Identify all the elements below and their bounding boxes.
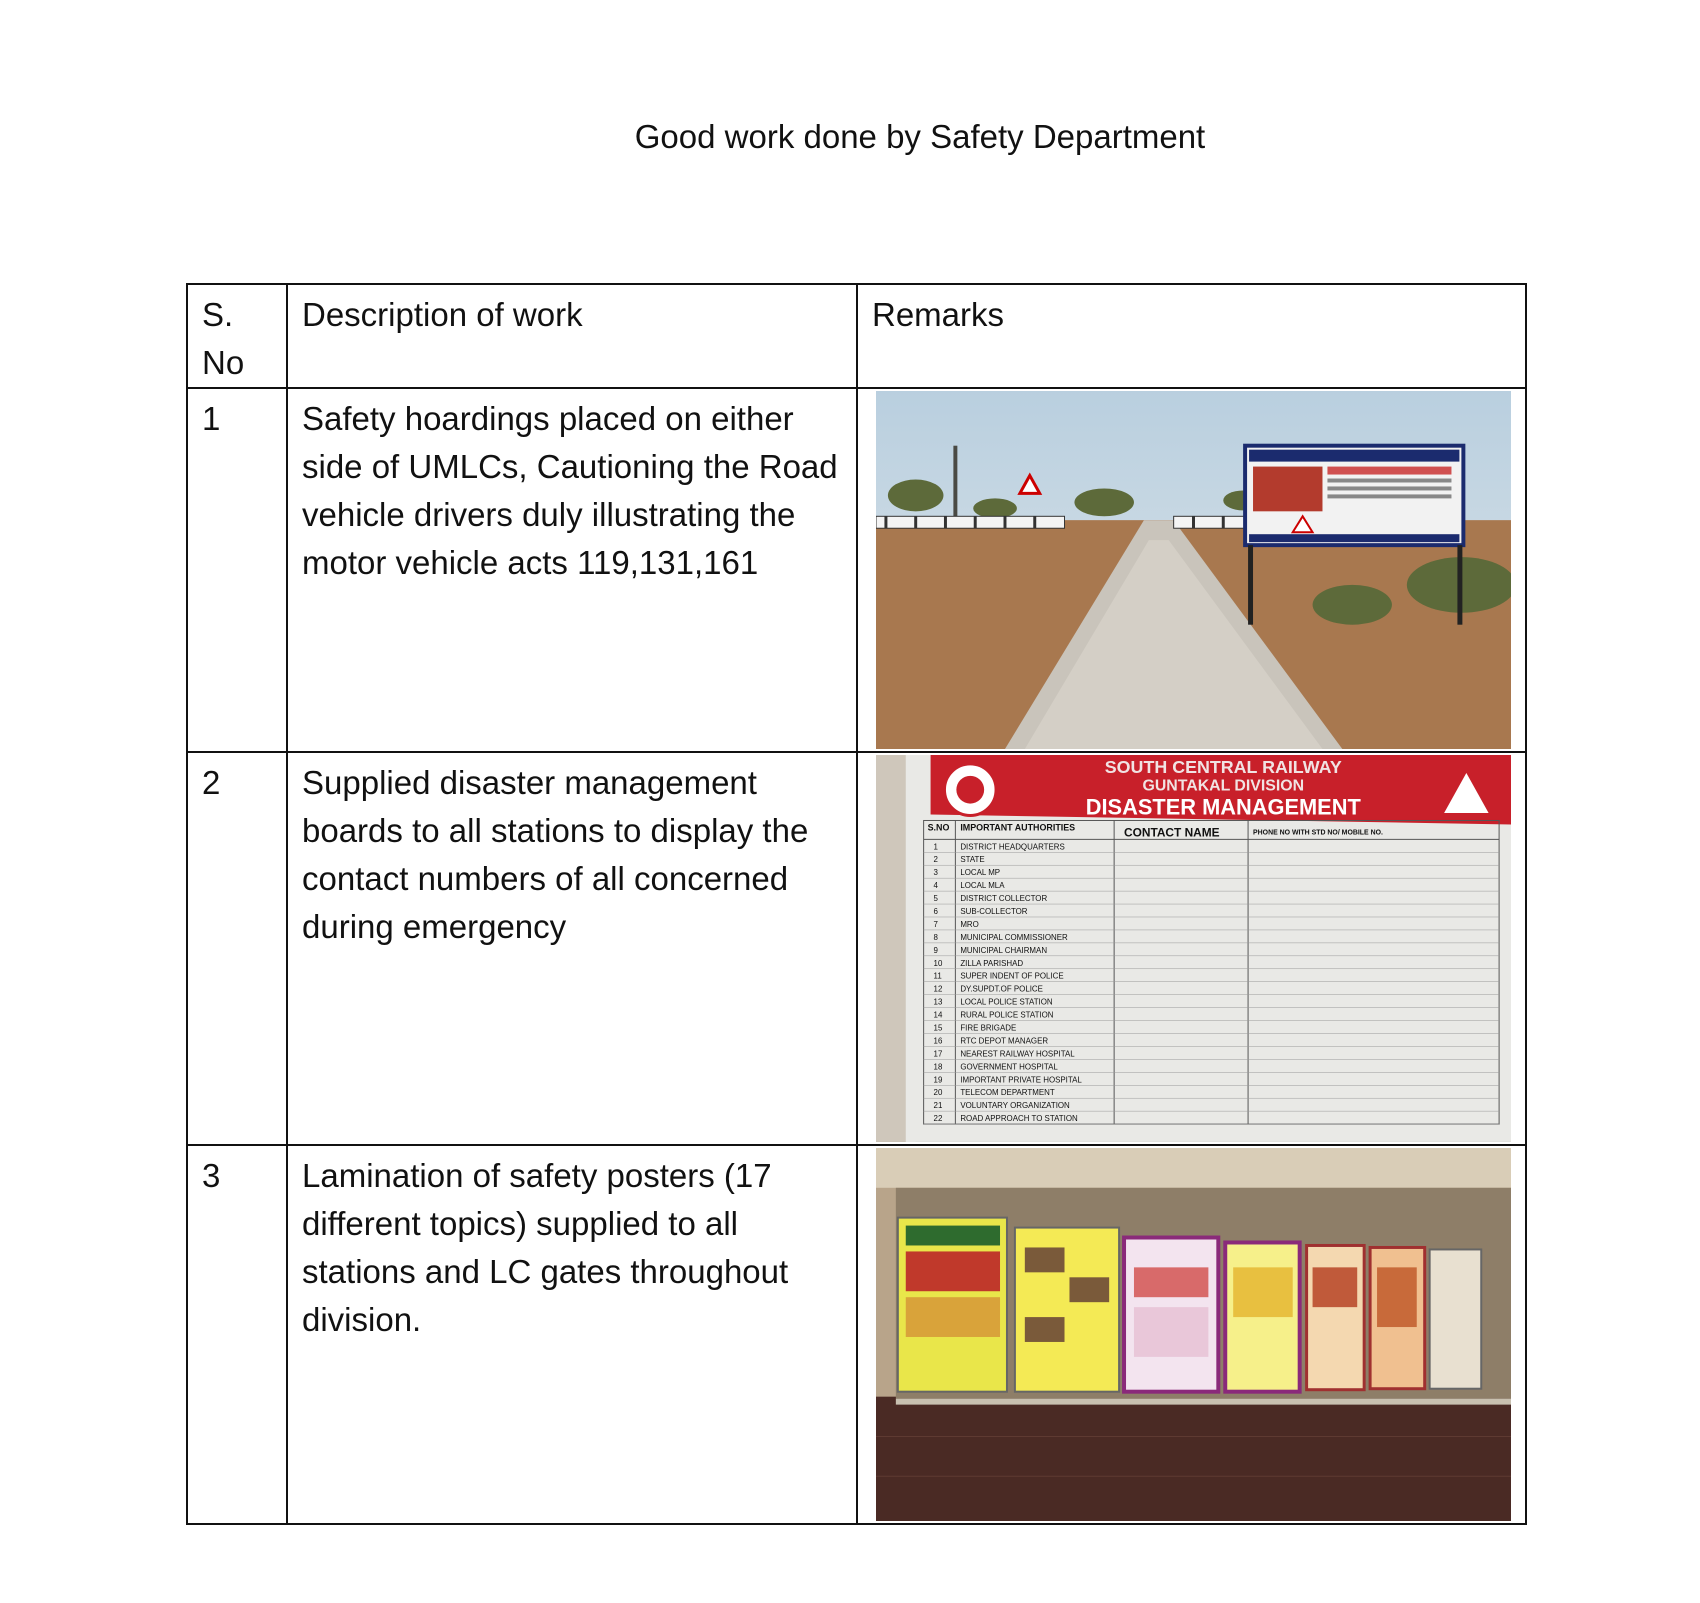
board-row-number: 5: [933, 894, 938, 904]
page-title: Good work done by Safety Department: [634, 118, 1206, 155]
board-row-number: 18: [933, 1062, 943, 1072]
board-row-authority: TELECOM DEPARTMENT: [960, 1088, 1055, 1098]
board-heading2: GUNTAKAL DIVISION: [1142, 777, 1305, 795]
header-sno: S. No: [187, 284, 287, 388]
board-row-authority: VOLUNTARY ORGANIZATION: [960, 1101, 1070, 1111]
board-row-number: 9: [933, 945, 938, 955]
board-row-number: 22: [933, 1114, 943, 1124]
board-row-authority: RURAL POLICE STATION: [960, 1010, 1054, 1020]
board-row-number: 14: [933, 1010, 943, 1020]
board-col-auth: IMPORTANT AUTHORITIES: [960, 822, 1076, 833]
board-row-authority: SUB-COLLECTOR: [960, 907, 1028, 917]
board-row-number: 20: [933, 1088, 943, 1098]
board-row-authority: ZILLA PARISHAD: [960, 958, 1024, 968]
cell-remarks: [857, 1145, 1526, 1524]
table-header-row: [187, 284, 1526, 388]
cell-sno: 2: [187, 752, 287, 1145]
board-row-authority: LOCAL POLICE STATION: [960, 997, 1053, 1007]
cell-remarks: [857, 388, 1526, 752]
board-row-authority: ROAD APPROACH TO STATION: [960, 1114, 1078, 1124]
photo-road-hoarding: [876, 391, 1511, 749]
cell-remarks: [857, 752, 1526, 1145]
board-row-authority: MUNICIPAL CHAIRMAN: [960, 945, 1048, 955]
board-row-number: 12: [933, 984, 943, 994]
board-row-number: 4: [933, 881, 938, 891]
board-row-number: 1: [933, 842, 938, 852]
board-row-authority: RTC DEPOT MANAGER: [960, 1036, 1049, 1046]
board-row-number: 13: [933, 997, 943, 1007]
board-row-authority: DY.SUPDT.OF POLICE: [960, 984, 1043, 994]
photo-disaster-board: [876, 755, 1511, 1142]
board-row-number: 16: [933, 1036, 943, 1046]
board-row-number: 11: [933, 971, 942, 981]
board-row-number: 10: [933, 958, 943, 968]
board-row-number: 3: [933, 868, 938, 878]
table-row: [187, 752, 1526, 1145]
cell-description: Lamination of safety posters (17 different topics) supplied to all stations and LC gates throughout division.: [287, 1145, 857, 1524]
cell-description: Safety hoardings placed on either side of UMLCs, Cautioning the Road vehicle drivers duly illustrating the motor vehicle acts 119,131,161: [287, 388, 857, 752]
board-row-number: 15: [933, 1023, 943, 1033]
cell-sno: 3: [187, 1145, 287, 1524]
board-row-number: 7: [933, 919, 938, 929]
board-col-phone: PHONE NO WITH STD NO/ MOBILE NO.: [1253, 829, 1383, 837]
board-row-authority: LOCAL MLA: [960, 881, 1005, 891]
cell-sno: 1: [187, 388, 287, 752]
header-remarks: Remarks: [857, 284, 1526, 388]
board-row-authority: DISTRICT COLLECTOR: [960, 894, 1048, 904]
board-row-number: 21: [933, 1101, 943, 1111]
cell-description: Supplied disaster management boards to all stations to display the contact numbers of all concerned during emergency: [287, 752, 857, 1145]
board-heading3: DISASTER MANAGEMENT: [1085, 794, 1361, 820]
photo-safety-posters: [876, 1148, 1511, 1521]
table-row: [187, 388, 1526, 752]
board-row-authority: IMPORTANT PRIVATE HOSPITAL: [960, 1075, 1082, 1085]
board-row-authority: SUPER INDENT OF POLICE: [960, 971, 1064, 981]
board-row-authority: FIRE BRIGADE: [960, 1023, 1017, 1033]
board-heading1: SOUTH CENTRAL RAILWAY: [1104, 756, 1342, 777]
board-row-authority: LOCAL MP: [960, 868, 1001, 878]
board-row-authority: GOVERNMENT HOSPITAL: [960, 1062, 1058, 1072]
board-row-authority: STATE: [960, 855, 985, 865]
table-row: [187, 1145, 1526, 1524]
board-col-contact: CONTACT NAME: [1124, 825, 1220, 840]
board-row-authority: NEAREST RAILWAY HOSPITAL: [960, 1049, 1075, 1059]
board-row-number: 19: [933, 1075, 943, 1085]
board-row-number: 6: [933, 907, 938, 917]
board-row-authority: MRO: [960, 919, 979, 929]
work-table: [186, 283, 1527, 1525]
header-description: Description of work: [287, 284, 857, 388]
board-row-authority: MUNICIPAL COMMISSIONER: [960, 932, 1068, 942]
board-row-number: 2: [933, 855, 938, 865]
board-row-number: 8: [933, 932, 938, 942]
board-row-authority: DISTRICT HEADQUARTERS: [960, 842, 1065, 852]
board-row-number: 17: [933, 1049, 943, 1059]
board-col-sno: S.NO: [927, 822, 950, 833]
